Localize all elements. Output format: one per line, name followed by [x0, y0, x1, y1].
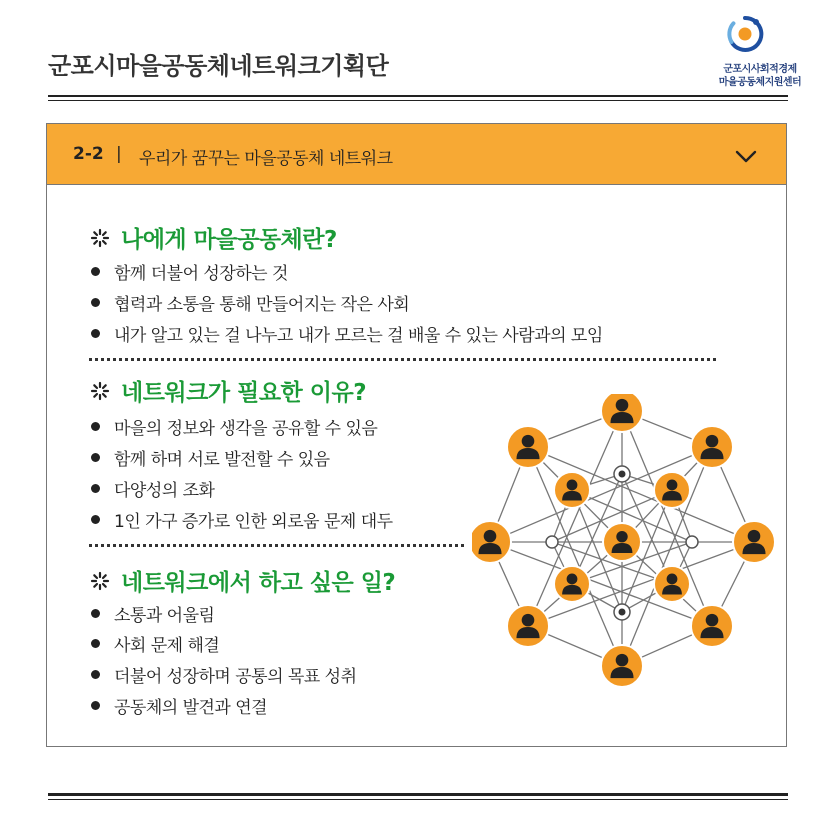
- section-number: 2-2: [73, 144, 104, 164]
- header-divider-thin: [48, 100, 788, 101]
- block-title-1: [89, 221, 337, 254]
- person-head: [706, 614, 719, 627]
- list-item: [91, 476, 214, 501]
- person-head: [748, 530, 761, 543]
- list-item: [91, 259, 288, 284]
- list-item: [91, 290, 409, 315]
- person-head: [706, 435, 719, 448]
- footer-divider: [48, 793, 788, 796]
- network-hub: [546, 536, 558, 548]
- dotted-divider: [89, 544, 464, 547]
- sparkle-icon: [89, 570, 111, 592]
- logo: [705, 12, 815, 102]
- list-item: [91, 321, 603, 346]
- person-head: [567, 480, 578, 491]
- page-title: 군포시마을공동체네트워크기획단: [48, 52, 389, 80]
- bullet-dot: [91, 639, 100, 648]
- network-hub-core: [619, 471, 626, 478]
- logo-text-line2: 마을공동체지원센터: [718, 77, 802, 88]
- person-head: [616, 399, 629, 412]
- list-item-text: 함께 더불어 성장하는 것: [114, 264, 288, 284]
- bullet-dot: [91, 515, 100, 524]
- network-hub-core: [619, 609, 626, 616]
- section-separator: |: [116, 144, 122, 164]
- block-title-2: [89, 374, 366, 407]
- block-title-text: 네트워크가 필요한 이유?: [121, 380, 367, 406]
- list-item-text: 더불어 성장하며 공통의 목표 성취: [114, 667, 357, 687]
- bullet-dot: [91, 267, 100, 276]
- logo-text-line1: 군포시사회적경제: [723, 64, 797, 75]
- bullet-dot: [91, 670, 100, 679]
- person-head: [484, 530, 497, 543]
- person-head: [616, 531, 627, 542]
- list-item-text: 1인 가구 증가로 인한 외로움 문제 대두: [114, 512, 393, 532]
- list-item-text: 다양성의 조화: [114, 481, 215, 501]
- content-panel: [46, 123, 787, 747]
- block-title-text: 나에게 마을공동체란?: [121, 227, 337, 253]
- header-divider: [48, 95, 788, 97]
- chevron-down-icon[interactable]: [732, 142, 760, 170]
- network-illustration: [472, 394, 782, 694]
- person-head: [522, 435, 535, 448]
- bullet-dot: [91, 609, 100, 618]
- person-head: [616, 654, 629, 667]
- list-item-text: 함께 하며 서로 발전할 수 있음: [114, 450, 330, 470]
- person-head: [667, 480, 678, 491]
- list-item-text: 소통과 어울림: [114, 606, 215, 626]
- list-item-text: 공동체의 발견과 연결: [114, 698, 268, 718]
- list-item-text: 내가 알고 있는 걸 나누고 내가 모르는 걸 배울 수 있는 사람과의 모임: [114, 326, 603, 346]
- list-item: [91, 507, 393, 532]
- person-head: [567, 574, 578, 585]
- bullet-dot: [91, 453, 100, 462]
- bullet-dot: [91, 484, 100, 493]
- person-head: [667, 574, 678, 585]
- logo-icon: [725, 14, 765, 54]
- list-item: [91, 601, 214, 626]
- list-item-text: 마을의 정보와 생각을 공유할 수 있음: [114, 419, 378, 439]
- sparkle-icon: [89, 380, 111, 402]
- bullet-dot: [91, 298, 100, 307]
- list-item: [91, 414, 377, 439]
- list-item: [91, 693, 267, 718]
- network-hub: [686, 536, 698, 548]
- bullet-dot: [91, 329, 100, 338]
- list-item-text: 협력과 소통을 통해 만들어지는 작은 사회: [114, 295, 410, 315]
- block-title-3: [89, 564, 395, 597]
- bullet-dot: [91, 422, 100, 431]
- list-item: [91, 662, 357, 687]
- list-item: [91, 445, 330, 470]
- footer-divider-thin: [48, 799, 788, 800]
- list-item-text: 사회 문제 해결: [114, 636, 220, 656]
- list-item: [91, 631, 219, 656]
- section-header[interactable]: [47, 124, 786, 185]
- person-head: [522, 614, 535, 627]
- sparkle-icon: [89, 227, 111, 249]
- dotted-divider: [89, 358, 716, 361]
- section-title: 우리가 꿈꾸는 마을공동체 네트워크: [139, 149, 393, 169]
- block-title-text: 네트워크에서 하고 싶은 일?: [121, 570, 396, 596]
- bullet-dot: [91, 701, 100, 710]
